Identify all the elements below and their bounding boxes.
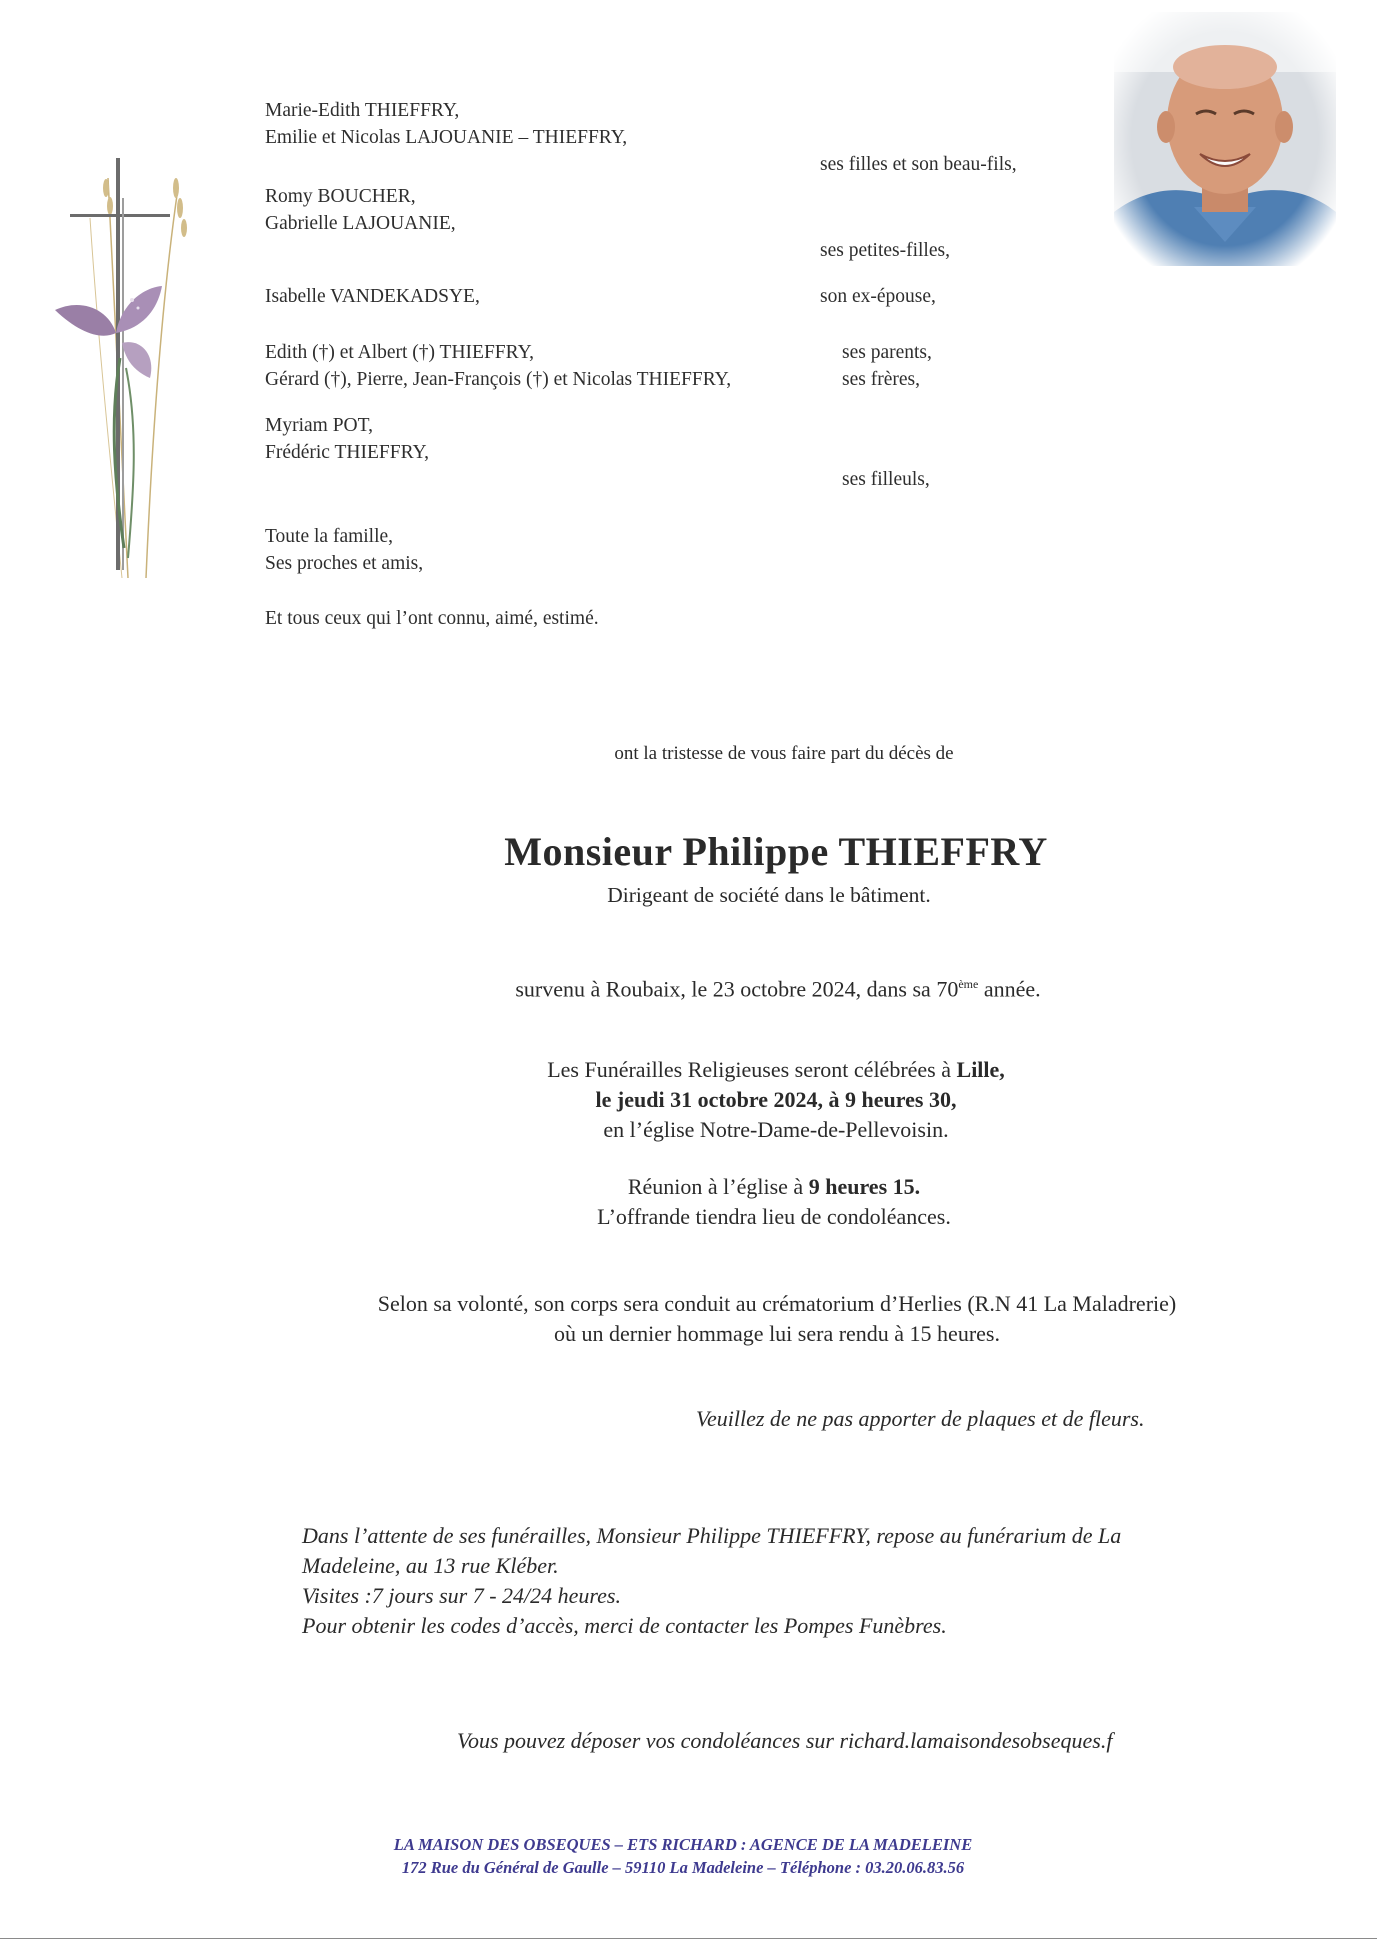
funerarium-line: Dans l’attente de ses funérailles, Monsieur Philippe THIEFFRY, repose au funérarium de La: [302, 1523, 1122, 1548]
family-name-line: Myriam POT,: [265, 415, 373, 436]
funeral-date: le jeudi 31 octobre 2024, à 9 heures 30,: [595, 1087, 957, 1112]
family-name-line: Frédéric THIEFFRY,: [265, 442, 429, 463]
deceased-profession: Dirigeant de société dans le bâtiment.: [607, 883, 931, 907]
cremation-line-1: Selon sa volonté, son corps sera conduit au crématorium d’Herlies (R.N 41 La Maladrerie): [377, 1291, 1177, 1316]
relation-exwife: son ex-épouse,: [820, 286, 936, 307]
funeral-city: Lille,: [956, 1057, 1005, 1082]
deceased-name: Monsieur Philippe THIEFFRY: [504, 829, 1048, 874]
death-statement-text: survenu à Roubaix, le 23 octobre 2024, dans sa 70: [515, 976, 959, 1002]
announcement-intro: ont la tristesse de vous faire part du décès de: [614, 743, 954, 764]
footer-line-2: 172 Rue du Général de Gaulle – 59110 La Madeleine – Téléphone : 03.20.06.83.56: [401, 1858, 965, 1877]
relation-brothers: ses frères,: [842, 369, 920, 390]
family-parents: Edith (†) et Albert (†) THIEFFRY,: [265, 342, 535, 363]
meeting-line: [0, 1172, 1377, 1202]
family-name-line: Ses proches et amis,: [265, 553, 424, 574]
relation-parents: ses parents,: [842, 342, 932, 363]
relation-granddaughters: ses petites-filles,: [820, 240, 950, 261]
funeral-church: en l’église Notre-Dame-de-Pellevoisin.: [603, 1117, 949, 1142]
family-name-line: Romy BOUCHER,: [265, 186, 416, 207]
funerarium-line: Madeleine, au 13 rue Kléber.: [302, 1553, 559, 1578]
flowers-note: Veuillez de ne pas apporter de plaques et de fleurs.: [696, 1406, 1145, 1431]
family-name-line: Marie-Edith THIEFFRY,: [265, 100, 460, 121]
meeting-time: 9 heures 15.: [808, 1174, 921, 1199]
family-name-line: Toute la famille,: [265, 526, 394, 547]
relation-daughters: ses filles et son beau-fils,: [820, 154, 1017, 175]
offering-line: L’offrande tiendra lieu de condoléances.: [597, 1204, 951, 1229]
funerarium-line: Pour obtenir les codes d’accès, merci de contacter les Pompes Funèbres.: [302, 1613, 947, 1638]
funeral-line-1-text: Les Funérailles Religieuses seront célébrées à: [547, 1057, 957, 1082]
funerarium-notice: [302, 1521, 1121, 1641]
condolences-note: Vous pouvez déposer vos condoléances sur richard.lamaisondesobseques.f: [457, 1728, 1113, 1753]
relation-godchildren: ses filleuls,: [842, 469, 930, 490]
family-brothers: Gérard (†), Pierre, Jean-François (†) et Nicolas THIEFFRY,: [265, 369, 732, 390]
family-others: [265, 523, 423, 577]
cremation-details: [0, 1289, 1377, 1349]
family-granddaughters: [265, 183, 456, 237]
funeral-home-footer: [0, 1833, 1366, 1879]
family-exwife: Isabelle VANDEKADSYE,: [265, 286, 480, 307]
footer-line-1: LA MAISON DES OBSEQUES – ETS RICHARD : AGENCE DE LA MADELEINE: [393, 1835, 973, 1854]
funeral-line-1: [0, 1055, 1377, 1085]
family-daughters: [265, 97, 627, 151]
death-statement-sup: ème: [958, 977, 979, 991]
meeting-text: Réunion à l’église à: [627, 1174, 809, 1199]
portrait-photo: [1114, 12, 1336, 266]
funerarium-line: Visites :7 jours sur 7 - 24/24 heures.: [302, 1583, 621, 1608]
bottom-rule: [0, 1938, 1377, 1939]
death-statement: [0, 969, 1377, 1004]
death-statement-end: année.: [978, 976, 1041, 1002]
funeral-details: [0, 1055, 1377, 1145]
cross-with-lily-and-wheat-icon: [50, 158, 200, 578]
family-closing: Et tous ceux qui l’ont connu, aimé, estimé.: [265, 608, 599, 629]
cremation-line-2: où un dernier hommage lui sera rendu à 15 heures.: [554, 1321, 1000, 1346]
meeting-details: [0, 1172, 1377, 1232]
family-name-line: Emilie et Nicolas LAJOUANIE – THIEFFRY,: [265, 127, 628, 148]
family-name-line: Gabrielle LAJOUANIE,: [265, 213, 456, 234]
family-godchildren: [265, 412, 429, 466]
